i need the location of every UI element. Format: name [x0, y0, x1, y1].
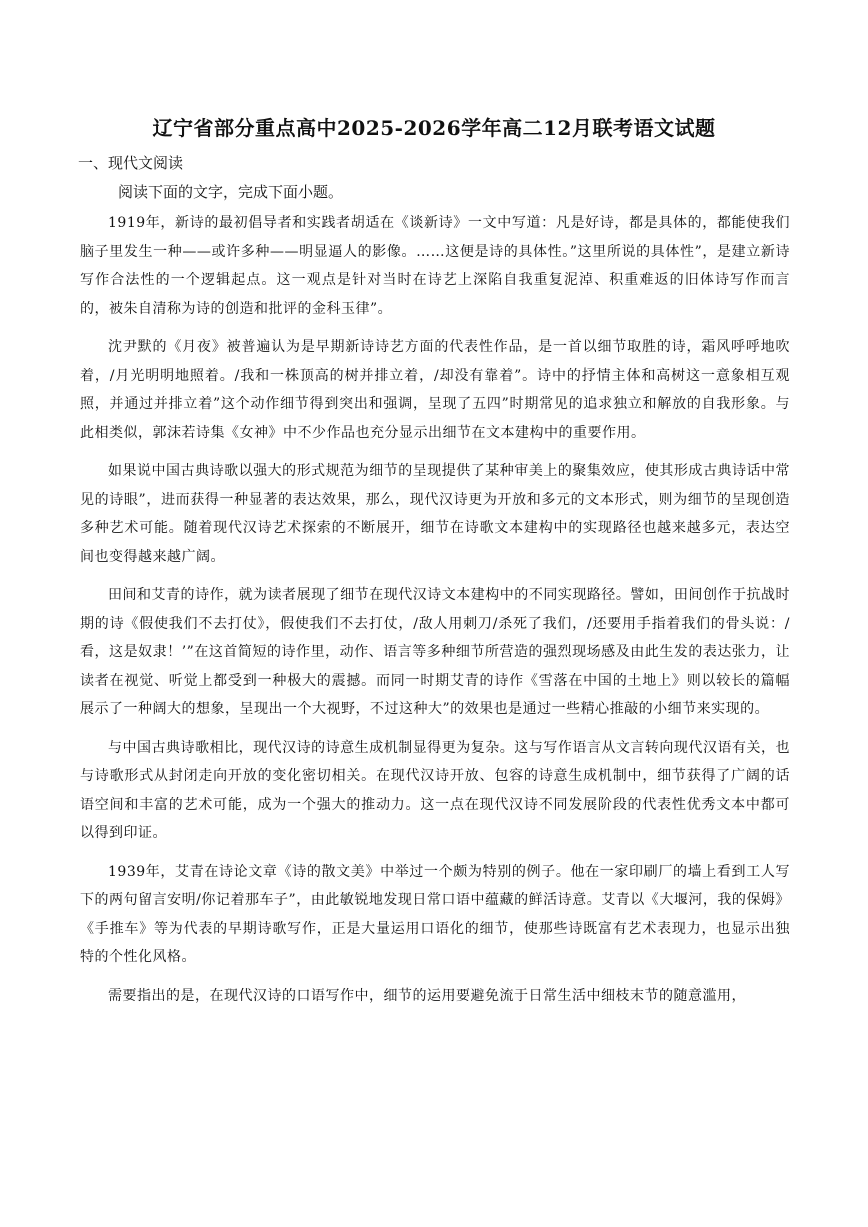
section-heading: 一、现代文阅读 [78, 154, 184, 172]
paragraph-5: 与中国古典诗歌相比，现代汉诗的诗意生成机制显得更为复杂。这与写作语言从文言转向现代汉语有关，也与诗歌形式从封闭走向开放的变化密切相关。在现代汉诗开放、包容的诗意生成机制中，细节获得了广阔的话语空间和丰富的艺术可能，成为一个强大的推动力。这一点在现代汉诗不同发展阶段的代表性优秀文本中都可以得到印证。 [80, 739, 790, 841]
passage-body [80, 209, 790, 1020]
paragraph-6: 1939年，艾青在诗论文章《诗的散文美》中举过一个颇为特别的例子。他在一家印刷厂的墙上看到工人写下的两句留言安明/你记着那车子”，由此敏锐地发现日常口语中蕴藏的鲜活诗意。艾青以《大堰河，我的保姆》《手推车》等为代表的早期诗歌写作，正是大量运用口语化的细节，使那些诗既富有艺术表现力，也显示出独特的个性化风格。 [80, 863, 790, 965]
paragraph-7: 需要指出的是，在现代汉诗的口语写作中，细节的运用要避免流于日常生活中细枝末节的随意滥用， [108, 987, 746, 1004]
paragraph-3: 如果说中国古典诗歌以强大的形式规范为细节的呈现提供了某种审美上的聚集效应，使其形成古典诗话中常见的诗眼”，进而获得一种显著的表达效果，那么，现代汉诗更为开放和多元的文本形式，则为细节的呈现创造多种艺术可能。随着现代汉诗艺术探索的不断展开，细节在诗歌文本建构中的实现路径也越来越多元，表达空间也变得越来越广阔。 [80, 463, 790, 565]
paragraph-2: 沈尹默的《月夜》被普遍认为是早期新诗诗艺方面的代表性作品，是一首以细节取胜的诗，霜风呼呼地吹着，/月光明明地照着。/我和一株顶高的树并排立着，/却没有靠着”。诗中的抒情主体和高树这一意象相互观照，并通过并排立着”这个动作细节得到突出和强调，呈现了五四”时期常见的追求独立和解放的自我形象。与此相类似，郭沫若诗集《女神》中不少作品也充分显示出细节在文本建构中的重要作用。 [80, 339, 790, 441]
document-title: 辽宁省部分重点高中2025-2026学年高二12月联考语文试题 [152, 116, 716, 140]
reading-instruction: 阅读下面的文字，完成下面小题。 [118, 183, 344, 201]
paragraph-4: 田间和艾青的诗作，就为读者展现了细节在现代汉诗文本建构中的不同实现路径。譬如，田间创作于抗战时期的诗《假使我们不去打仗》，假使我们不去打仗，/敌人用刺刀/杀死了我们，/还要用手指着我们的骨头说：/看，这是奴隶！’”在这首简短的诗作里，动作、语言等多种细节所营造的强烈现场感及由此生发的表达张力，让读者在视觉、听觉上都受到一种极大的震撼。而同一时期艾青的诗作《雪落在中国的土地上》则以较长的篇幅展示了一种阔大的想象，呈现出一个大视野，不过这种大”的效果也是通过一些精心推敲的小细节来实现的。 [80, 587, 790, 717]
paragraph-1: 1919年，新诗的最初倡导者和实践者胡适在《谈新诗》一文中写道：凡是好诗，都是具体的，都能使我们脑子里发生一种——或许多种——明显逼人的影像。……这便是诗的具体性。”这里所说的具体性”，是建立新诗写作合法性的一个逻辑起点。这一观点是针对当时在诗艺上深陷自我重复泥淖、积重难返的旧体诗写作而言的，被朱自清称为诗的创造和批评的金科玉律”。 [80, 215, 790, 317]
